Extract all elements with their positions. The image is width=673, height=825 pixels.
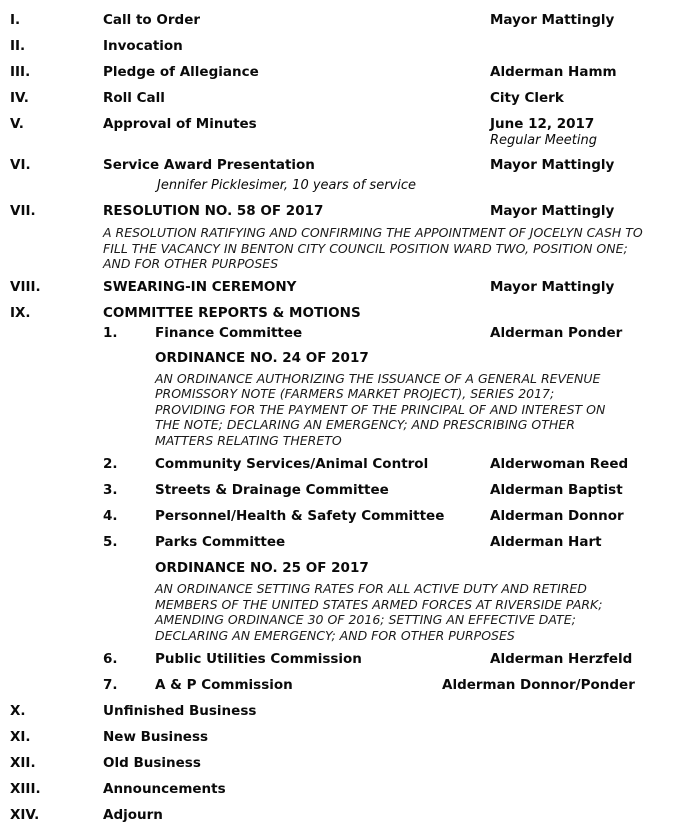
agenda-item [10, 38, 663, 55]
item-title: Old Business [103, 755, 201, 771]
item-title: Adjourn [103, 807, 163, 823]
subitem-number: 7. [103, 677, 118, 693]
item-responsible [490, 38, 663, 55]
agenda-item [10, 703, 663, 720]
item-responsible: Mayor Mattingly [490, 203, 615, 219]
subitem-number: 4. [103, 508, 118, 524]
subitem-responsible: Alderman Ponder [490, 324, 623, 341]
item-title: Approval of Minutes [103, 116, 257, 132]
agenda-item [10, 305, 663, 322]
item-responsible [490, 116, 663, 148]
subitem-responsible: Alderwoman Reed [490, 456, 629, 472]
item-numeral: IX. [10, 304, 31, 321]
subitem-number: 3. [103, 482, 118, 498]
item-title: Unfinished Business [103, 703, 257, 719]
item-title: Call to Order [103, 12, 201, 28]
agenda-item [10, 807, 663, 824]
item-numeral: XII. [10, 755, 36, 771]
subitem-number: 6. [103, 651, 118, 667]
item-responsible [490, 703, 663, 720]
item-title: Pledge of Allegiance [103, 64, 259, 80]
ordinance-description: AN ORDINANCE SETTING RATES FOR ALL ACTIVE DUTY AND RETIRED MEMBERS OF THE UNITED STATES ARMED FORCES AT RIVERSIDE PARK; AMENDING ORDINANCE 30 OF 2016; SETTING AN EFFECTIVE DATE; DECLARING AN EMERGENCY; AND FOR OTHER PURPOSES [155, 581, 603, 643]
item-note: Jennifer Picklesimer, 10 years of service [157, 178, 416, 193]
item-responsible: Alderman Hamm [490, 64, 617, 80]
agenda-subitem [10, 508, 663, 525]
ordinance-title: ORDINANCE NO. 24 OF 2017 [155, 349, 369, 366]
subitem-title: A & P Commission [155, 677, 293, 693]
item-numeral: VIII. [10, 278, 41, 295]
item-numeral: X. [10, 703, 26, 719]
item-title: New Business [103, 729, 209, 745]
agenda-item [10, 729, 663, 746]
agenda-subitem [10, 651, 663, 668]
agenda-item [10, 755, 663, 772]
ordinance-description: AN ORDINANCE AUTHORIZING THE ISSUANCE OF A GENERAL REVENUE PROMISSORY NOTE (FARMERS MARKET PROJECT), SERIES 2017; PROVIDING FOR THE PAYMENT OF THE PRINCIPAL OF AND INTEREST ON THE NOTE; DECLARING AN EMERGENCY; AND PRESCRIBING OTHER MATTERS RELATING THERETO [155, 370, 606, 448]
item-responsible: City Clerk [490, 90, 564, 106]
agenda-item [10, 116, 663, 148]
item-numeral: IV. [10, 90, 29, 106]
item-numeral: VI. [10, 157, 31, 173]
subitem-responsible: Alderman Donnor [490, 508, 624, 524]
subitem-number: 1. [103, 324, 118, 341]
item-title: Service Award Presentation [103, 157, 315, 173]
item-numeral: XI. [10, 729, 31, 745]
item-numeral: XIII. [10, 781, 41, 797]
subitem-title: Personnel/Health & Safety Committee [155, 508, 445, 524]
meeting-type: Regular Meeting [490, 133, 597, 148]
item-numeral: V. [10, 116, 24, 132]
agenda-subitem [10, 456, 663, 473]
agenda-item [10, 279, 663, 296]
subitem-title: Public Utilities Commission [155, 651, 362, 667]
agenda-item [10, 90, 663, 107]
agenda-item [10, 12, 663, 29]
ordinance-title: ORDINANCE NO. 25 OF 2017 [155, 560, 369, 576]
item-responsible [490, 781, 663, 798]
subitem-number: 2. [103, 456, 118, 472]
item-responsible: Mayor Mattingly [490, 157, 615, 173]
item-title: Announcements [103, 781, 226, 797]
agenda-subitem [10, 482, 663, 499]
item-title: COMMITTEE REPORTS & MOTIONS [103, 304, 361, 321]
agenda-subitem [10, 534, 663, 551]
subitem-title: Parks Committee [155, 534, 286, 550]
item-title: Roll Call [103, 90, 165, 106]
agenda-subitem [10, 677, 663, 694]
item-numeral: I. [10, 12, 21, 28]
agenda-item [10, 781, 663, 798]
item-responsible: Mayor Mattingly [490, 12, 615, 28]
subitem-responsible: Alderman Herzfeld [490, 651, 633, 667]
item-responsible: Mayor Mattingly [490, 278, 615, 295]
subitem-title: Streets & Drainage Committee [155, 482, 389, 498]
agenda-subitem [10, 325, 663, 342]
agenda-item [10, 64, 663, 81]
item-responsible [490, 729, 663, 746]
subitem-responsible: Alderman Hart [490, 534, 602, 550]
item-description: A RESOLUTION RATIFYING AND CONFIRMING THE APPOINTMENT OF JOCELYN CASH TO FILL THE VACANCY IN BENTON CITY COUNCIL POSITION WARD TWO, POSITION ONE; AND FOR OTHER PURPOSES [103, 225, 643, 271]
subitem-title: Community Services/Animal Control [155, 456, 429, 472]
subitem-responsible: Alderman Baptist [490, 482, 623, 498]
meeting-date: June 12, 2017 [490, 116, 595, 132]
subitem-number: 5. [103, 534, 118, 550]
agenda-item [10, 157, 663, 174]
item-numeral: VII. [10, 203, 36, 219]
item-title: SWEARING-IN CEREMONY [103, 278, 297, 295]
item-responsible [490, 305, 663, 322]
agenda-item [10, 203, 663, 220]
item-title: RESOLUTION NO. 58 OF 2017 [103, 203, 324, 219]
item-responsible [490, 755, 663, 772]
subitem-title: Finance Committee [155, 324, 303, 341]
subitem-responsible: Alderman Donnor/Ponder [442, 677, 635, 693]
item-responsible [490, 807, 663, 824]
item-numeral: III. [10, 64, 31, 80]
item-title: Invocation [103, 38, 183, 54]
item-numeral: XIV. [10, 807, 40, 823]
item-numeral: II. [10, 38, 26, 54]
